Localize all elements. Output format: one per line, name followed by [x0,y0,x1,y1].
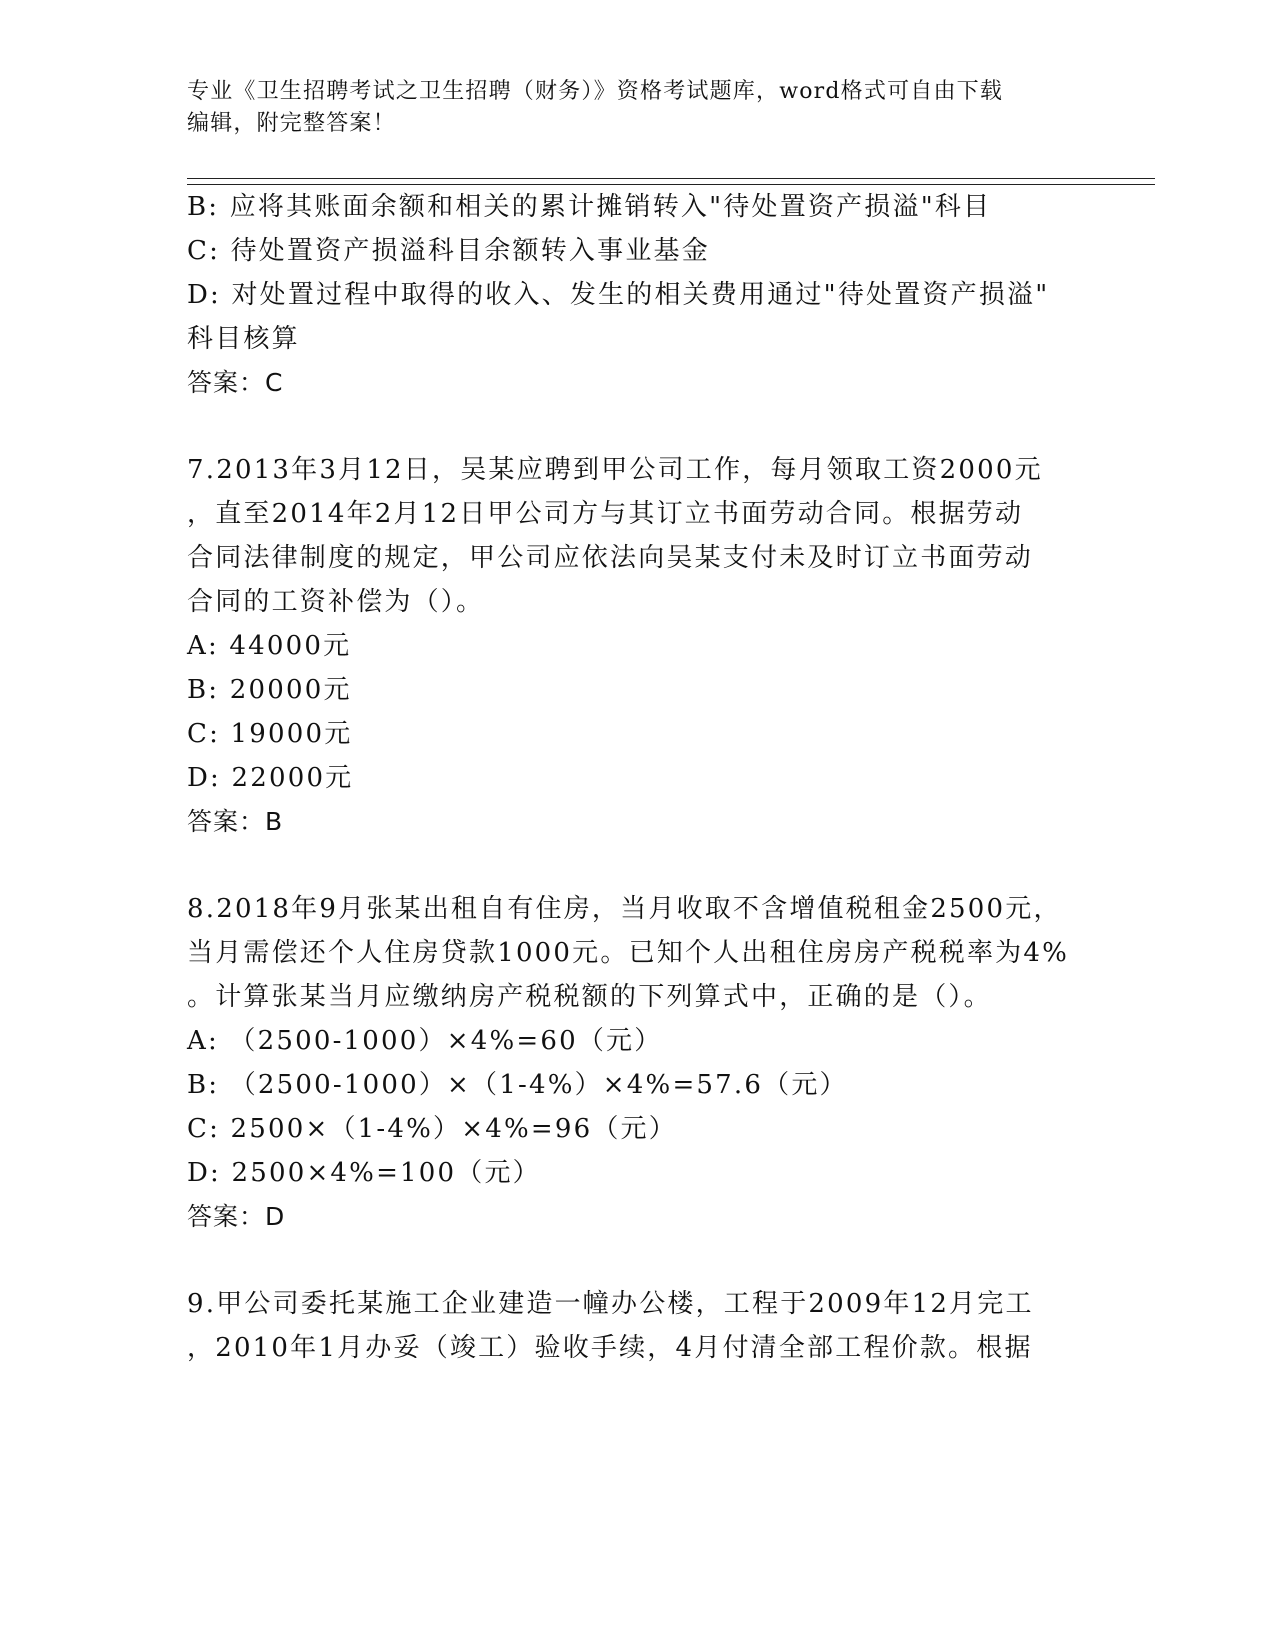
header-divider-bottom [187,184,1155,185]
q7-stem-line-1: 7.2013年3月12日，吴某应聘到甲公司工作，每月领取工资2000元 [187,455,1043,485]
q7-option-c: C: 19000元 [187,719,353,749]
header-divider-top [187,178,1155,179]
header-line-1: 专业《卫生招聘考试之卫生招聘（财务）》资格考试题库，word格式可自由下载 [187,79,1004,104]
q6-option-d-line-2: 科目核算 [187,324,300,354]
q8-stem-line-2: 当月需偿还个人住房贷款1000元。已知个人出租住房房产税税率为4% [187,938,1070,968]
q7-option-d: D: 22000元 [187,763,354,793]
q7-option-a: A: 44000元 [187,631,352,661]
q7-stem-line-4: 合同的工资补偿为（）。 [187,587,485,617]
q8-answer: 答案：D [187,1202,286,1231]
q6-option-b: B: 应将其账面余额和相关的累计摊销转入"待处置资产损溢"科目 [187,192,992,222]
q6-option-d-line-1: D: 对处置过程中取得的收入、发生的相关费用通过"待处置资产损溢" [187,280,1050,310]
q8-option-b: B: （2500-1000）×（1-4%）×4%=57.6（元） [187,1070,848,1100]
q8-option-c: C: 2500×（1-4%）×4%=96（元） [187,1114,677,1144]
q9-stem-line-2: ，2010年1月办妥（竣工）验收手续，4月付清全部工程价款。根据 [187,1333,1033,1363]
q7-option-b: B: 20000元 [187,675,352,705]
q8-option-d: D: 2500×4%=100（元） [187,1158,541,1188]
q8-stem-line-1: 8.2018年9月张某出租自有住房，当月收取不含增值税租金2500元， [187,894,1062,924]
q7-stem-line-2: ，直至2014年2月12日甲公司方与其订立书面劳动合同。根据劳动 [187,499,1024,529]
q8-option-a: A: （2500-1000）×4%=60（元） [187,1026,663,1056]
q6-option-c: C: 待处置资产损溢科目余额转入事业基金 [187,236,710,266]
q7-stem-line-3: 合同法律制度的规定，甲公司应依法向吴某支付未及时订立书面劳动 [187,543,1034,573]
q9-stem-line-1: 9.甲公司委托某施工企业建造一幢办公楼，工程于2009年12月完工 [187,1289,1034,1319]
q8-stem-line-3: 。计算张某当月应缴纳房产税税额的下列算式中，正确的是（）。 [187,982,992,1012]
q7-answer: 答案：B [187,807,284,836]
document-header [187,76,1067,140]
q6-answer: 答案：C [187,368,284,397]
header-line-2: 编辑，附完整答案！ [187,111,396,136]
